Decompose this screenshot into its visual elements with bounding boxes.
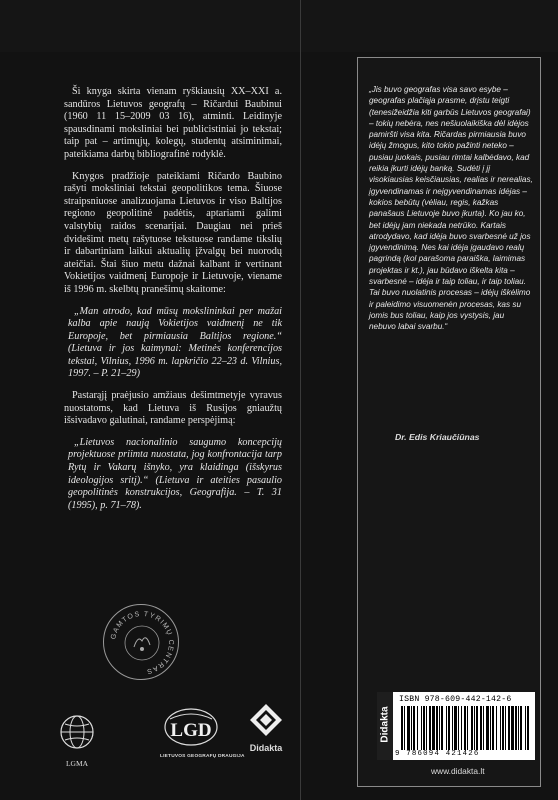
barcode-bar: [525, 706, 526, 750]
barcode-bar: [404, 706, 405, 750]
isbn-text: ISBN 978-609-442-142-6: [399, 695, 512, 704]
quote-security: „Lietuvos nacionalinio saugumo koncepcijų projektuose priimta nuostata, jog konfrontacija tarp Rytų ir Vakarų išnyko, yra klaidinga (išskyrus ideologijos sritį).“ (Lietuva ir ateities pasaulio geopolitinės konstrukcijos, Geografija. – T. 31 (1995), p. 71–78).: [68, 436, 282, 511]
barcode-bars: [399, 706, 533, 750]
quote-signature: Dr. Edis Kriaučiūnas: [395, 432, 480, 442]
barcode-bar: [461, 706, 462, 750]
barcode-bar: [439, 706, 440, 750]
seal-graphic: [104, 605, 180, 681]
barcode-bar: [518, 706, 519, 750]
description-column: [64, 86, 282, 521]
barcode-bar: [471, 706, 473, 750]
gamtos-tyrimu-centras-seal: [103, 604, 179, 680]
barcode-bar: [411, 706, 412, 750]
barcode-bar: [527, 706, 529, 750]
kriauciunas-quote: „Jis buvo geografas visa savo esybe – geografas plačiąja prasme, drįstu teigti (tenesižeidžia kiti garbūs Lietuvos geografai) – tokių nebėra, nes nešiuolaikiška dėl idėjos pamiršti visa kita. Ričardas pirmiausia buvo idėjų žmogus, kito tokio pažinti neteko – pusiau juokais, pusiau rimtai kalbėdavo, kad reikia įkurti idėjų banką. Sudėti į jį visokiausias keisčiausias, realias ir nerealias, įgyvendinamas ir neįgyvendinamas idėjas – kokios bebūtų (vėliau, regis, kažkas panašaus Lietuvoje buvo įkurta). Ko jau ko, bet idėjų jam niekada netrūko. Kartais atrodydavo, kad idėja buvo svarbesnė už jos įgyvendinimą. Nes kai idėja įgaudavo realų pagrindą (kol parašoma paraiška, laimimas projektas ir kt.), jau būdavo iškelta kita – svarbesnė – idėja ir taip toliau, ir taip toliau. Tai buvo nuolatinis procesas – idėjų iškėlimo ir paleidimo visuomenėn procesas, kas su jomis bus toliau, kaip jos vystysis, jau nebuvo labai svarbu.“: [369, 85, 533, 332]
quote-column: [369, 84, 533, 333]
geopolitics-paragraph: Knygos pradžioje pateikiami Ričardo Baubino rašyti moksliniai tekstai geopolitikos tema. Šiuose straipsniuose analizuojama Lietuvos ir viso Baltijos regiono geopolitinė padėtis, aptariami galimi valstybių raidos scenarijai. Daugiau nei prieš dvidešimt metų rašytuose tekstuose randame tikslių ir dabartiniam laikui aktualių įžvalgų bei nuorodų ateičiai. Štai šiuo metu dažnai kalbant ir vertinant Vokietijos vaidmenį Europoje ir Lietuvoje, viename iš 1996 m. skelbtų pranešimų skaitome:: [64, 170, 282, 295]
publisher-url: www.didakta.lt: [431, 766, 485, 776]
barcode-bar: [490, 706, 491, 750]
lgd-logo: [160, 705, 245, 759]
spine-fold-line: [300, 0, 301, 800]
lgd-letters: LGD: [170, 720, 212, 741]
barcode-bar: [421, 706, 422, 750]
lgma-caption: LGMA: [65, 759, 89, 768]
barcode-bar: [508, 706, 510, 750]
barcode-bar: [476, 706, 478, 750]
barcode-bar: [474, 706, 475, 750]
barcode-bar: [429, 706, 431, 750]
barcode-bar: [520, 706, 522, 750]
barcode-bar: [432, 706, 435, 750]
barcode-bar: [401, 706, 403, 750]
barcode-bar: [492, 706, 494, 750]
didakta-logo: [244, 703, 288, 753]
barcode-bar: [441, 706, 443, 750]
barcode-bar: [467, 706, 468, 750]
diamond-icon: [249, 703, 283, 737]
barcode-bar: [446, 706, 447, 750]
barcode-bar: [502, 706, 504, 750]
barcode-bar: [448, 706, 450, 750]
intro-paragraph: Ši knyga skirta vienam ryškiausių XX–XXI a. sandūros Lietuvos geografų – Ričardui Baubinui (1960 11 15–2009 03 16), atminti. Leidinyje spausdinami moksliniai bei publicistiniai jo tekstai; taip pat – artimųjų, kolegų, studentų atsiminimai, pateikiama darbų bibliografinė rodyklė.: [64, 86, 282, 160]
lgd-emblem: [160, 705, 222, 749]
barcode-bar: [436, 706, 438, 750]
barcode-bar: [486, 706, 489, 750]
barcode-bar: [500, 706, 501, 750]
barcode-bar: [407, 706, 410, 750]
lgd-caption: LIETUVOS GEOGRAFŲ DRAUGIJA: [160, 754, 245, 759]
barcode-digits: 9 786094 421426: [395, 750, 480, 758]
barcode-bar: [483, 706, 484, 750]
barcode-bar: [515, 706, 517, 750]
globe-icon: [57, 712, 97, 752]
barcode-bar: [505, 706, 506, 750]
quote-germany: „Man atrodo, kad mūsų mokslininkai per mažai kalba apie naują Vokietijos vaidmenį ne tik Europoje, bet pirmiausia Baltijos regione.“ (Lietuva ir jos kaimynai: Metinės konferencijos tekstai, Vilnius, 1996 m. lapkričio 22–23 d. Vilnius, 1997. – P. 21–29): [68, 305, 282, 380]
publisher-vertical-label: Didakta: [377, 692, 393, 760]
barcode-bar: [426, 706, 427, 750]
barcode-bar: [480, 706, 482, 750]
barcode-bar: [452, 706, 453, 750]
svg-text:GAMTOS TYRIMŲ CENTRAS: [110, 611, 174, 675]
barcode-bar: [511, 706, 514, 750]
lgma-logo: [52, 712, 102, 768]
seal-text: GAMTOS TYRIMŲ CENTRAS: [110, 610, 175, 675]
barcode-bar: [496, 706, 497, 750]
barcode-bar: [423, 706, 425, 750]
isbn-barcode: [377, 692, 535, 760]
warning-paragraph: Pastarąjį praėjusio amžiaus dešimtmetyje vyravus nuostatoms, kad Lietuva iš Rusijos gniaužtų išsivadavo galutinai, randame perspėjimą:: [64, 390, 282, 427]
barcode-bar: [458, 706, 459, 750]
top-strip: [0, 0, 558, 52]
barcode-bar: [454, 706, 457, 750]
barcode-bar: [464, 706, 466, 750]
didakta-caption: Didakta: [249, 743, 283, 753]
barcode-bar: [413, 706, 415, 750]
barcode-bar: [417, 706, 418, 750]
